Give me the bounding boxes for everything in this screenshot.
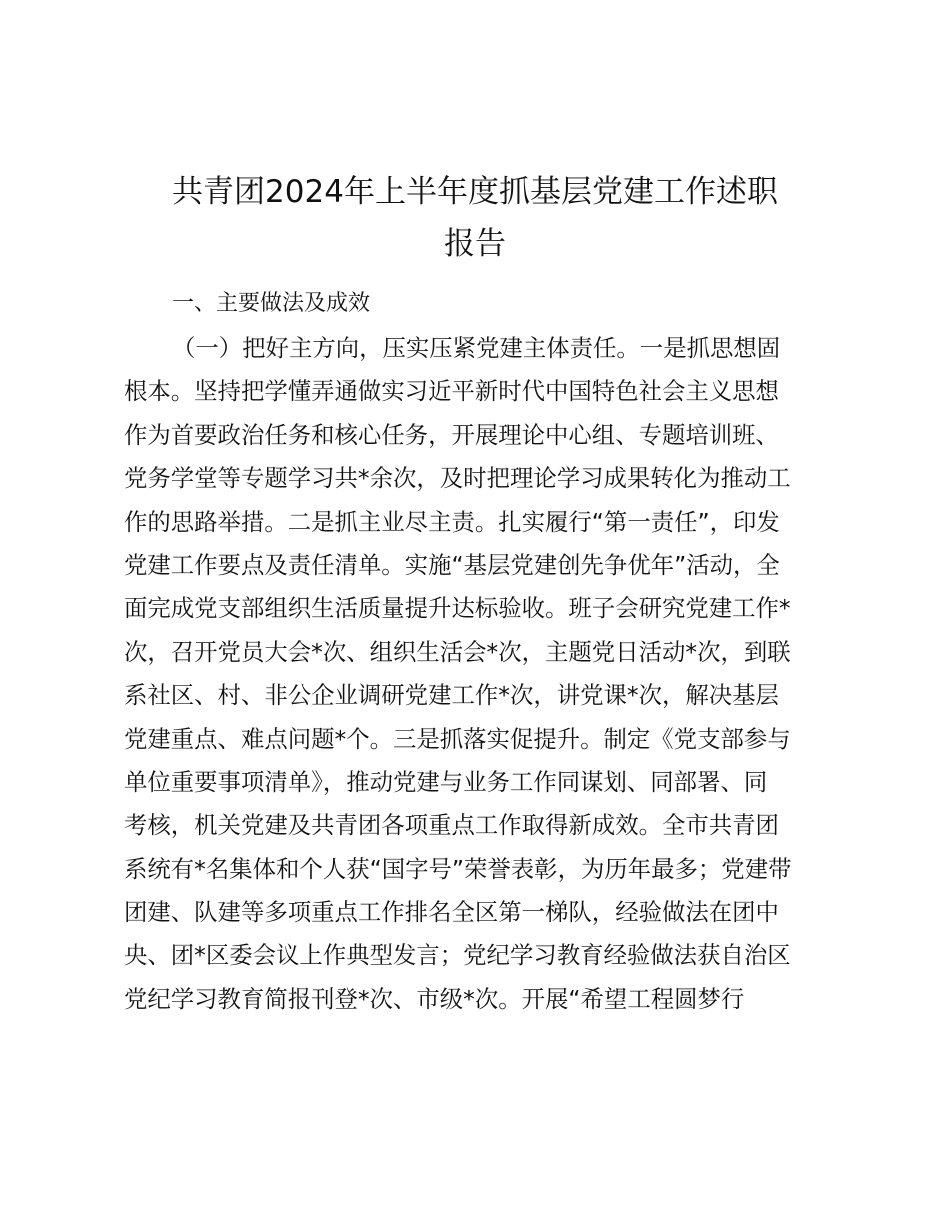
paragraph-line: 根本。坚持把学懂弄通做实习近平新时代中国特色社会主义思想 — [124, 377, 779, 406]
paragraph-line: 作为首要政治任务和核心任务，开展理论中心组、专题培训班、 — [124, 420, 779, 449]
paragraph-line: 系社区、村、非公企业调研党建工作*次，讲党课*次，解决基层 — [124, 681, 779, 710]
title-line-1: 共青团2024年上半年度抓基层党建工作述职 — [172, 174, 778, 210]
paragraph-line: 央、团*区委会议上作典型发言；党纪学习教育经验做法获自治区 — [124, 941, 791, 970]
paragraph-line: 党建工作要点及责任清单。实施“基层党建创先争优年”活动，全 — [124, 550, 780, 579]
paragraph-line: 党建重点、难点问题*个。三是抓落实促提升。制定《党支部参与 — [124, 724, 791, 753]
paragraph-line: 系统有*名集体和个人获“国字号”荣誉表彰，为历年最多；党建带 — [124, 854, 792, 883]
paragraph-line: 次，召开党员大会*次、组织生活会*次，主题党日活动*次，到联 — [124, 637, 791, 666]
section-heading: 一、主要做法及成效 — [172, 291, 371, 316]
paragraph-line: 团建、队建等多项重点工作排名全区第一梯队，经验做法在团中 — [124, 898, 779, 927]
paragraph-line: （一）把好主方向，压实压紧党建主体责任。一是抓思想固 — [172, 334, 781, 362]
document-title — [120, 166, 830, 270]
title-line-2: 报告 — [444, 226, 506, 262]
paragraph-line: 面完成党支部组织生活质量提升达标验收。班子会研究党建工作* — [124, 594, 791, 623]
paragraph-line: 考核，机关党建及共青团各项重点工作取得新成效。全市共青团 — [124, 811, 779, 840]
paragraph-line: 单位重要事项清单》，推动党建与业务工作同谋划、同部署、同 — [124, 767, 768, 796]
paragraph-line: 党务学堂等专题学习共*余次，及时把理论学习成果转化为推动工 — [124, 464, 791, 493]
paragraph-line: 作的思路举措。二是抓主业尽主责。扎实履行“第一责任”，印发 — [124, 507, 780, 536]
paragraph-line: 党纪学习教育简报刊登*次、市级*次。开展“希望工程圆梦行 — [124, 984, 745, 1013]
body-paragraph — [124, 327, 834, 1021]
